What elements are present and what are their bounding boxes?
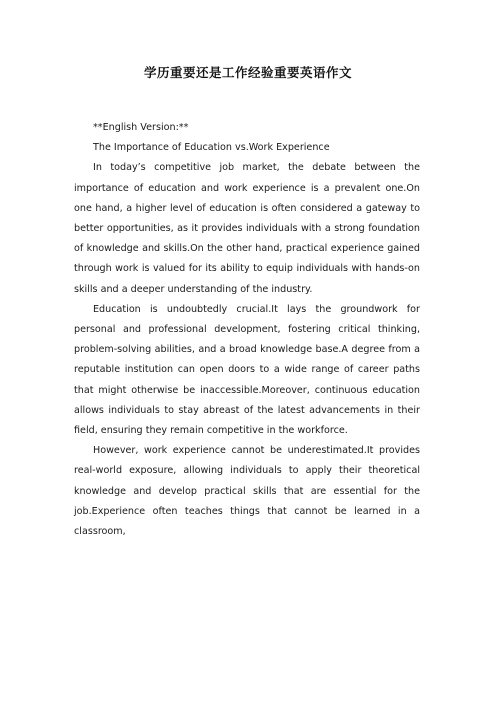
body-paragraph: However, work experience cannot be underestimated.It provides real-world exposure, allowing individuals to apply their theoretical knowledge and develop practical skills that are essential for the job.Experience often teaches things that cannot be learned in a classroom, [74,445,420,538]
body-paragraph: Education is undoubtedly crucial.It lays the groundwork for personal and professional development, fostering critical thinking, problem-solving abilities, and a broad knowledge base.A degree from a reputable institution can open doors to a wide range of career paths that might otherwise be inaccessible.Moreover, continuous education allows individuals to stay abreast of the latest advancements in their field, ensuring they remain competitive in the workforce. [74,303,420,437]
version-heading: **English Version:** [93,122,189,133]
body-paragraph: In today’s competitive job market, the debate between the importance of education and work experience is a prevalent one.On one hand, a higher level of education is often considered a gateway to better opportunities, as it provides individuals with a strong foundation of knowledge and skills.On the other hand, practical experience gained through work is valued for its ability to equip individuals with hands-on skills and a deeper understanding of the industry. [74,162,420,295]
document-title: 学历重要还是工作经验重要英语作文 [143,65,352,80]
document-body [74,118,420,542]
essay-title: The Importance of Education vs.Work Experience [93,142,330,154]
